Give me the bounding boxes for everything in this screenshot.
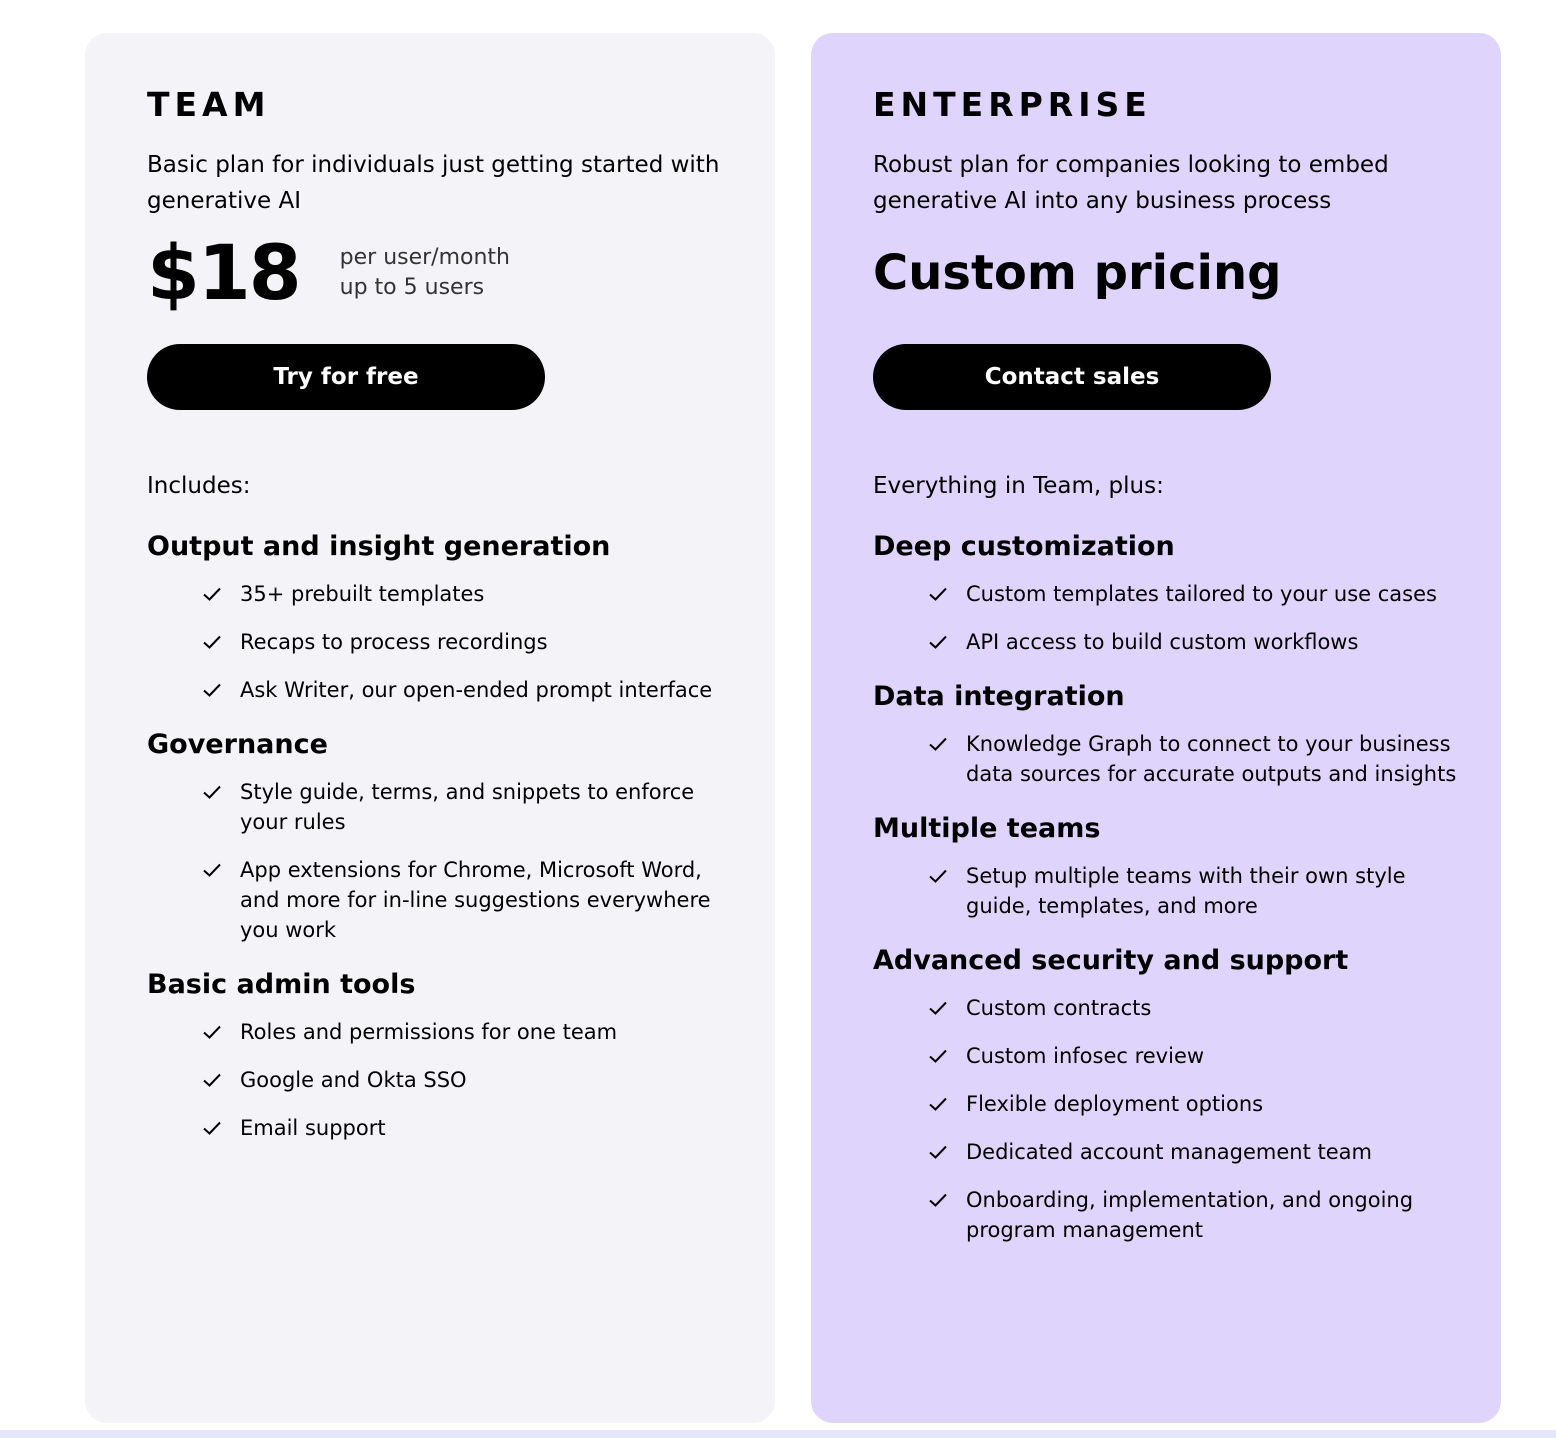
includes-label: Everything in Team, plus: (873, 473, 1164, 499)
feature-section-title: Multiple teams (873, 813, 1101, 844)
feature-items (873, 861, 1473, 921)
checkmark-icon (928, 1089, 956, 1119)
list-item (873, 627, 1473, 657)
feature-items (873, 993, 1473, 1245)
enterprise-plan-card (811, 33, 1501, 1423)
price-note-user-limit: up to 5 users (339, 275, 485, 300)
list-item (873, 729, 1473, 789)
feature-item-text: App extensions for Chrome, Microsoft Word, and more for in-line suggestions everywhere you work (240, 858, 711, 942)
list-item (873, 1137, 1473, 1167)
checkmark-icon (202, 777, 230, 807)
feature-section-title: Output and insight generation (147, 531, 611, 562)
list-item (147, 1065, 747, 1095)
list-item (147, 579, 747, 609)
feature-item-text: Email support (240, 1116, 386, 1140)
feature-section-title: Data integration (873, 681, 1125, 712)
list-item (147, 675, 747, 705)
price-note-per-user: per user/month (339, 245, 510, 270)
checkmark-icon (202, 855, 230, 885)
contact-sales-button[interactable]: Contact sales (873, 344, 1271, 410)
plan-description: Basic plan for individuals just getting started with generative AI (147, 152, 720, 214)
feature-items (873, 729, 1473, 789)
feature-item-text: 35+ prebuilt templates (240, 582, 485, 606)
checkmark-icon (202, 579, 230, 609)
feature-item-text: API access to build custom workflows (966, 630, 1359, 654)
feature-item-text: Onboarding, implementation, and ongoing program management (966, 1188, 1414, 1242)
feature-sections (873, 529, 1473, 1245)
checkmark-icon (928, 627, 956, 657)
feature-sections (147, 529, 747, 1143)
plan-name: ENTERPRISE (873, 85, 1152, 124)
list-item (873, 1089, 1473, 1119)
feature-item-text: Roles and permissions for one team (240, 1020, 618, 1044)
feature-item-text: Style guide, terms, and snippets to enforce your rules (240, 780, 695, 834)
feature-items (873, 579, 1473, 657)
feature-items (147, 777, 747, 945)
team-plan-card (85, 33, 775, 1423)
feature-item-text: Google and Okta SSO (240, 1068, 467, 1092)
price-row (147, 228, 510, 317)
checkmark-icon (928, 1185, 956, 1215)
feature-item-text: Custom infosec review (966, 1044, 1205, 1068)
price: $18 (147, 228, 300, 317)
checkmark-icon (202, 1017, 230, 1047)
feature-item-text: Custom templates tailored to your use cases (966, 582, 1437, 606)
list-item (147, 627, 747, 657)
try-for-free-button[interactable]: Try for free (147, 344, 545, 410)
feature-item-text: Recaps to process recordings (240, 630, 548, 654)
list-item (873, 1185, 1473, 1245)
list-item (873, 861, 1473, 921)
list-item (147, 855, 747, 945)
includes-label: Includes: (147, 473, 251, 499)
feature-item-text: Setup multiple teams with their own style guide, templates, and more (966, 864, 1406, 918)
feature-item-text: Knowledge Graph to connect to your business data sources for accurate outputs and insights (966, 732, 1457, 786)
feature-list (147, 471, 747, 1165)
feature-list (873, 471, 1473, 1267)
checkmark-icon (928, 1041, 956, 1071)
feature-item-text: Dedicated account management team (966, 1140, 1372, 1164)
list-item (873, 1041, 1473, 1071)
feature-section-title: Basic admin tools (147, 969, 416, 1000)
feature-items (147, 1017, 747, 1143)
list-item (873, 993, 1473, 1023)
feature-item-text: Flexible deployment options (966, 1092, 1264, 1116)
list-item (873, 579, 1473, 609)
checkmark-icon (202, 1065, 230, 1095)
feature-section-title: Governance (147, 729, 328, 760)
bottom-strip (0, 1430, 1556, 1438)
plan-name: TEAM (147, 85, 271, 124)
checkmark-icon (928, 861, 956, 891)
list-item (147, 1113, 747, 1143)
price-notes (340, 243, 510, 303)
checkmark-icon (928, 579, 956, 609)
checkmark-icon (928, 993, 956, 1023)
feature-items (147, 579, 747, 705)
checkmark-icon (202, 1113, 230, 1143)
price: Custom pricing (873, 245, 1282, 301)
plan-description: Robust plan for companies looking to embed generative AI into any business process (873, 152, 1389, 214)
checkmark-icon (202, 627, 230, 657)
checkmark-icon (928, 729, 956, 759)
feature-item-text: Custom contracts (966, 996, 1152, 1020)
checkmark-icon (202, 675, 230, 705)
feature-item-text: Ask Writer, our open-ended prompt interface (240, 678, 713, 702)
feature-section-title: Deep customization (873, 531, 1175, 562)
list-item (147, 1017, 747, 1047)
checkmark-icon (928, 1137, 956, 1167)
feature-section-title: Advanced security and support (873, 945, 1349, 976)
list-item (147, 777, 747, 837)
